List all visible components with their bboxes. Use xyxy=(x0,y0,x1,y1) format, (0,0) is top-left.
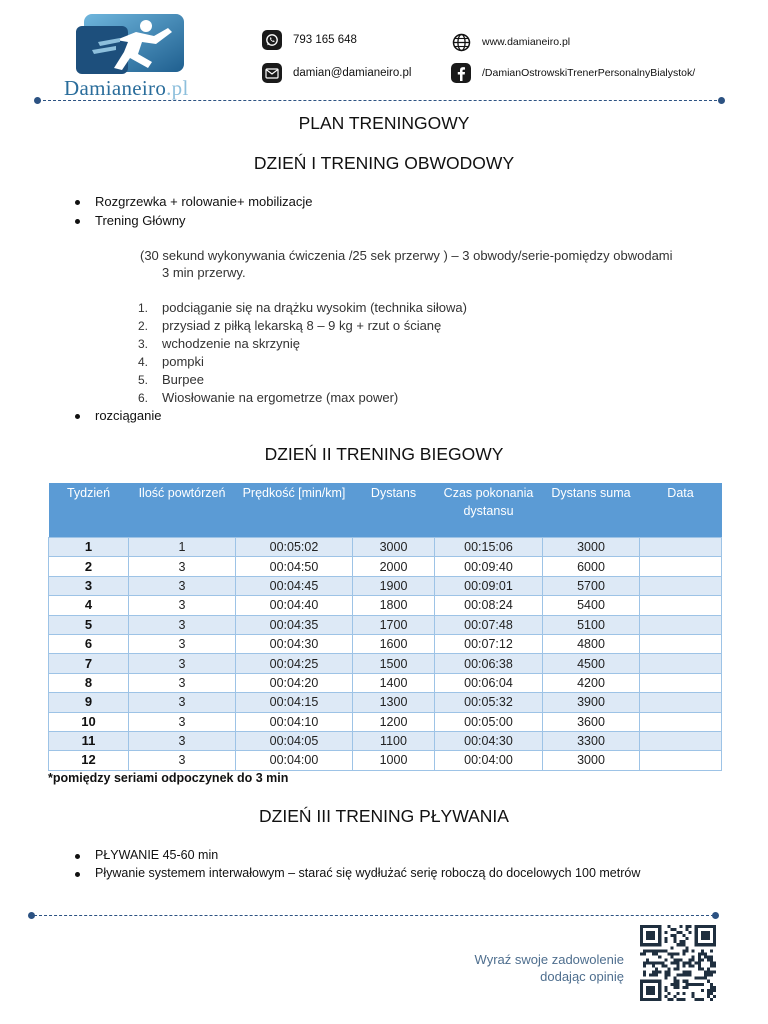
table-footnote: *pomiędzy seriami odpoczynek do 3 min xyxy=(48,771,289,785)
qr-code-icon[interactable] xyxy=(640,925,716,1001)
table-cell: 8 xyxy=(49,673,129,692)
table-cell xyxy=(640,538,722,557)
table-cell: 00:04:15 xyxy=(236,693,353,712)
table-cell: 00:04:05 xyxy=(236,731,353,750)
table-cell xyxy=(640,615,722,634)
day2-heading: DZIEŃ II TRENING BIEGOWY xyxy=(264,444,504,464)
brand-wordmark: Damianeiro.pl xyxy=(64,76,189,100)
table-cell: 3 xyxy=(129,673,236,692)
table-header-cell: Prędkość [min/km] xyxy=(236,483,353,538)
circuit-note-line: (30 sekund wykonywania ćwiczenia /25 sek przerwy ) – 3 obwody/serie-pomiędzy obwodami xyxy=(140,248,673,263)
table-cell: 2 xyxy=(49,557,129,576)
table-cell xyxy=(640,576,722,595)
table-row xyxy=(49,596,722,615)
table-cell xyxy=(640,751,722,770)
table-cell: 00:07:12 xyxy=(435,634,543,653)
list-item: Rozgrzewka + rolowanie+ mobilizacje xyxy=(95,194,313,209)
table-cell xyxy=(640,673,722,692)
table-cell: 5400 xyxy=(543,596,640,615)
table-cell: 5100 xyxy=(543,615,640,634)
table-cell: 00:04:10 xyxy=(236,712,353,731)
circuit-note-line: 3 min przerwy. xyxy=(162,265,246,280)
exercise-item xyxy=(138,371,467,389)
table-header-cell: Data xyxy=(640,483,722,538)
table-cell: 00:15:06 xyxy=(435,538,543,557)
table-cell: 1 xyxy=(129,538,236,557)
table-cell xyxy=(640,731,722,750)
exercise-number: 4. xyxy=(138,355,149,369)
table-cell: 3 xyxy=(129,731,236,750)
footer-divider xyxy=(34,915,714,916)
table-cell: 5 xyxy=(49,615,129,634)
table-cell: 00:05:00 xyxy=(435,712,543,731)
table-body xyxy=(49,538,722,771)
table-cell: 1900 xyxy=(353,576,435,595)
exercise-item xyxy=(138,299,467,317)
table-cell: 00:06:38 xyxy=(435,654,543,673)
table-cell: 1300 xyxy=(353,693,435,712)
table-cell: 12 xyxy=(49,751,129,770)
table-cell: 00:04:25 xyxy=(236,654,353,673)
table-cell: 10 xyxy=(49,712,129,731)
table-row xyxy=(49,731,722,750)
table-cell xyxy=(640,596,722,615)
table-cell: 1 xyxy=(49,538,129,557)
table-cell: 6 xyxy=(49,634,129,653)
table-cell: 1700 xyxy=(353,615,435,634)
exercise-item xyxy=(138,389,467,407)
table-cell xyxy=(640,557,722,576)
brand-logo xyxy=(64,14,200,100)
exercise-text: przysiad z piłką lekarską 8 – 9 kg + rzut o ścianę xyxy=(162,318,442,333)
list-item: PŁYWANIE 45-60 min xyxy=(95,848,219,862)
header-divider xyxy=(38,100,722,101)
list-item: Pływanie systemem interwałowym – starać się wydłużać serię roboczą do docelowych 100 metrów xyxy=(95,866,641,880)
table-cell: 1400 xyxy=(353,673,435,692)
contact-email[interactable] xyxy=(262,63,411,83)
table-cell: 00:05:02 xyxy=(236,538,353,557)
table-header-cell: Tydzień xyxy=(49,483,129,538)
table-row xyxy=(49,576,722,595)
exercise-text: Wiosłowanie na ergometrze (max power) xyxy=(162,390,399,405)
table-cell: 00:04:50 xyxy=(236,557,353,576)
table-cell: 3 xyxy=(129,693,236,712)
table-cell xyxy=(640,634,722,653)
feedback-line: Wyraź swoje zadowolenie xyxy=(474,952,624,967)
email-address: damian@damianeiro.pl xyxy=(293,67,412,79)
whatsapp-icon xyxy=(262,30,282,50)
exercise-item xyxy=(138,335,467,353)
facebook-icon xyxy=(451,63,471,83)
table-cell: 6000 xyxy=(543,557,640,576)
table-cell: 4800 xyxy=(543,634,640,653)
day3-heading: DZIEŃ III TRENING PŁYWANIA xyxy=(259,806,509,826)
exercise-text: podciąganie się na drążku wysokim (technika siłowa) xyxy=(162,300,467,315)
table-cell: 3000 xyxy=(543,751,640,770)
exercise-number: 5. xyxy=(138,373,149,387)
table-cell: 00:04:00 xyxy=(435,751,543,770)
feedback-prompt xyxy=(440,951,624,985)
table-cell: 00:04:00 xyxy=(236,751,353,770)
table-cell: 3 xyxy=(129,576,236,595)
table-cell: 00:07:48 xyxy=(435,615,543,634)
table-cell: 3 xyxy=(129,557,236,576)
table-row xyxy=(49,538,722,557)
website-url: www.damianeiro.pl xyxy=(482,36,571,48)
exercise-item xyxy=(138,353,467,371)
day1-heading: DZIEŃ I TRENING OBWODOWY xyxy=(253,153,515,173)
table-cell: 4500 xyxy=(543,654,640,673)
table-cell: 3300 xyxy=(543,731,640,750)
exercise-number: 1. xyxy=(138,301,149,315)
list-item: Trening Główny xyxy=(95,213,186,228)
exercise-number: 6. xyxy=(138,391,149,405)
table-cell: 9 xyxy=(49,693,129,712)
running-plan-table xyxy=(48,483,722,771)
table-header-cell: Czas pokonania dystansu xyxy=(435,483,543,538)
mail-icon xyxy=(262,63,282,83)
globe-icon xyxy=(451,32,471,52)
exercise-list xyxy=(138,299,467,407)
table-cell: 3 xyxy=(49,576,129,595)
table-cell: 00:04:20 xyxy=(236,673,353,692)
exercise-text: wchodzenie na skrzynię xyxy=(162,336,301,351)
table-cell: 1800 xyxy=(353,596,435,615)
table-cell: 1200 xyxy=(353,712,435,731)
table-cell xyxy=(640,712,722,731)
table-cell: 1100 xyxy=(353,731,435,750)
phone-number: 793 165 648 xyxy=(293,34,357,46)
table-row xyxy=(49,751,722,770)
exercise-number: 2. xyxy=(138,319,149,333)
table-cell: 3 xyxy=(129,634,236,653)
table-cell: 3 xyxy=(129,615,236,634)
table-header-cell: Dystans xyxy=(353,483,435,538)
table-header-row xyxy=(49,483,722,538)
list-item: rozciąganie xyxy=(95,408,162,423)
table-cell: 00:06:04 xyxy=(435,673,543,692)
table-cell xyxy=(640,654,722,673)
table-cell: 2000 xyxy=(353,557,435,576)
table-cell: 00:09:01 xyxy=(435,576,543,595)
table-cell: 4200 xyxy=(543,673,640,692)
runner-logo-icon xyxy=(76,14,186,76)
table-cell: 3 xyxy=(129,596,236,615)
table-row xyxy=(49,557,722,576)
table-header-cell: Ilość powtórzeń xyxy=(129,483,236,538)
table-cell: 7 xyxy=(49,654,129,673)
table-cell: 00:04:45 xyxy=(236,576,353,595)
table-cell: 00:04:35 xyxy=(236,615,353,634)
table-cell: 00:05:32 xyxy=(435,693,543,712)
table-header-cell: Dystans suma xyxy=(543,483,640,538)
table-cell: 4 xyxy=(49,596,129,615)
table-cell: 3000 xyxy=(543,538,640,557)
table-cell: 1600 xyxy=(353,634,435,653)
table-cell: 3000 xyxy=(353,538,435,557)
table-cell: 3 xyxy=(129,751,236,770)
table-row xyxy=(49,654,722,673)
contact-facebook[interactable] xyxy=(451,63,695,83)
table-row xyxy=(49,634,722,653)
feedback-line: dodając opinię xyxy=(540,969,624,984)
table-cell: 3 xyxy=(129,712,236,731)
table-cell: 00:04:30 xyxy=(435,731,543,750)
table-cell: 3900 xyxy=(543,693,640,712)
table-cell: 00:04:40 xyxy=(236,596,353,615)
table-row xyxy=(49,673,722,692)
table-row xyxy=(49,693,722,712)
table-row xyxy=(49,712,722,731)
table-cell: 00:04:30 xyxy=(236,634,353,653)
table-cell: 1500 xyxy=(353,654,435,673)
divider-dot xyxy=(712,912,719,919)
circuit-note xyxy=(140,247,726,281)
plan-title: PLAN TRENINGOWY xyxy=(298,113,470,133)
table-cell: 5700 xyxy=(543,576,640,595)
table-cell: 1000 xyxy=(353,751,435,770)
exercise-text: Burpee xyxy=(162,372,204,387)
table-cell: 3600 xyxy=(543,712,640,731)
exercise-text: pompki xyxy=(162,354,204,369)
facebook-page: /DamianOstrowskiTrenerPersonalnyBialystok/ xyxy=(482,67,696,79)
table-row xyxy=(49,615,722,634)
table-cell: 3 xyxy=(129,654,236,673)
contact-phone[interactable] xyxy=(262,30,357,50)
exercise-number: 3. xyxy=(138,337,149,351)
divider-dot xyxy=(718,97,725,104)
table-cell: 11 xyxy=(49,731,129,750)
contact-website[interactable] xyxy=(451,32,570,52)
exercise-item xyxy=(138,317,467,335)
table-cell: 00:08:24 xyxy=(435,596,543,615)
table-cell: 00:09:40 xyxy=(435,557,543,576)
table-cell xyxy=(640,693,722,712)
